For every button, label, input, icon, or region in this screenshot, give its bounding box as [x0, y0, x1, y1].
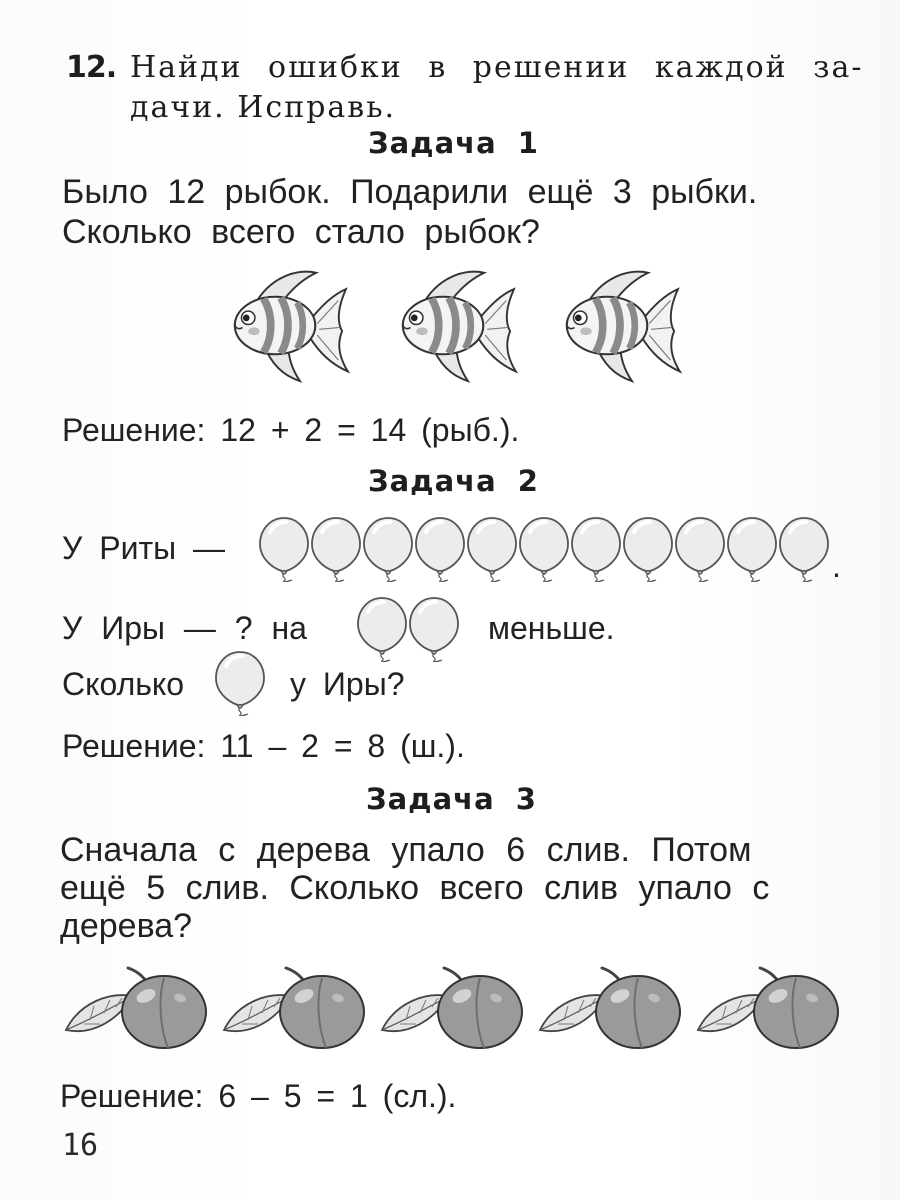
balloon-icon [362, 516, 414, 582]
task3-solution: Решение: 6 – 5 = 1 (сл.). [60, 1078, 457, 1114]
plum-icon [218, 962, 368, 1052]
statement-line-2: дачи. Исправь. [130, 90, 397, 125]
fish-illustration [225, 268, 685, 388]
fish-icon [557, 268, 682, 383]
task2-ira-label: У Иры — ? на [62, 610, 307, 646]
task3-text-line-3: дерева? [60, 907, 193, 945]
task2-rita-end: . [832, 548, 841, 584]
task1-text-line-2: Сколько всего стало рыбок? [62, 213, 540, 251]
fish-icon [393, 268, 518, 383]
ira-balloons [356, 596, 466, 666]
task3-text-line-1: Сначала с дерева упало 6 слив. Потом [60, 831, 752, 869]
balloon-icon [310, 516, 362, 582]
task2-question-end: у Иры? [290, 666, 405, 702]
task3-heading: Задача 3 [366, 782, 537, 816]
task3-text-line-2: ещё 5 слив. Сколько всего слив упало с [60, 869, 770, 907]
plum-icon [534, 962, 684, 1052]
task2-ira-end: меньше. [488, 610, 615, 646]
plum-icon [692, 962, 842, 1052]
statement-line-1: Найди ошибки в решении каждой за- [130, 50, 864, 85]
balloon-icon [622, 516, 674, 582]
task1-heading: Задача 1 [368, 126, 539, 160]
exercise-number: 12. [66, 50, 117, 85]
balloon-icon [726, 516, 778, 582]
rita-balloons [258, 516, 838, 586]
plum-illustration [60, 962, 840, 1062]
plum-icon [376, 962, 526, 1052]
task1-solution: Решение: 12 + 2 = 14 (рыб.). [62, 412, 520, 448]
exercise-statement [130, 48, 864, 128]
balloon-icon [414, 516, 466, 582]
balloon-icon [570, 516, 622, 582]
task2-heading: Задача 2 [368, 464, 539, 498]
balloon-icon [258, 516, 310, 582]
balloon-icon [214, 650, 266, 716]
page-number: 16 [62, 1128, 99, 1163]
question-balloon [214, 650, 266, 720]
balloon-icon [356, 596, 408, 662]
balloon-icon [408, 596, 460, 662]
task1-text-line-1: Было 12 рыбок. Подарили ещё 3 рыбки. [62, 173, 758, 211]
task2-solution: Решение: 11 – 2 = 8 (ш.). [62, 728, 465, 764]
task2-question-start: Сколько [62, 666, 185, 702]
balloon-icon [466, 516, 518, 582]
plum-icon [60, 962, 210, 1052]
fish-icon [225, 268, 350, 383]
task2-rita-label: У Риты — [62, 530, 225, 566]
balloon-icon [518, 516, 570, 582]
balloon-icon [674, 516, 726, 582]
balloon-icon [778, 516, 830, 582]
